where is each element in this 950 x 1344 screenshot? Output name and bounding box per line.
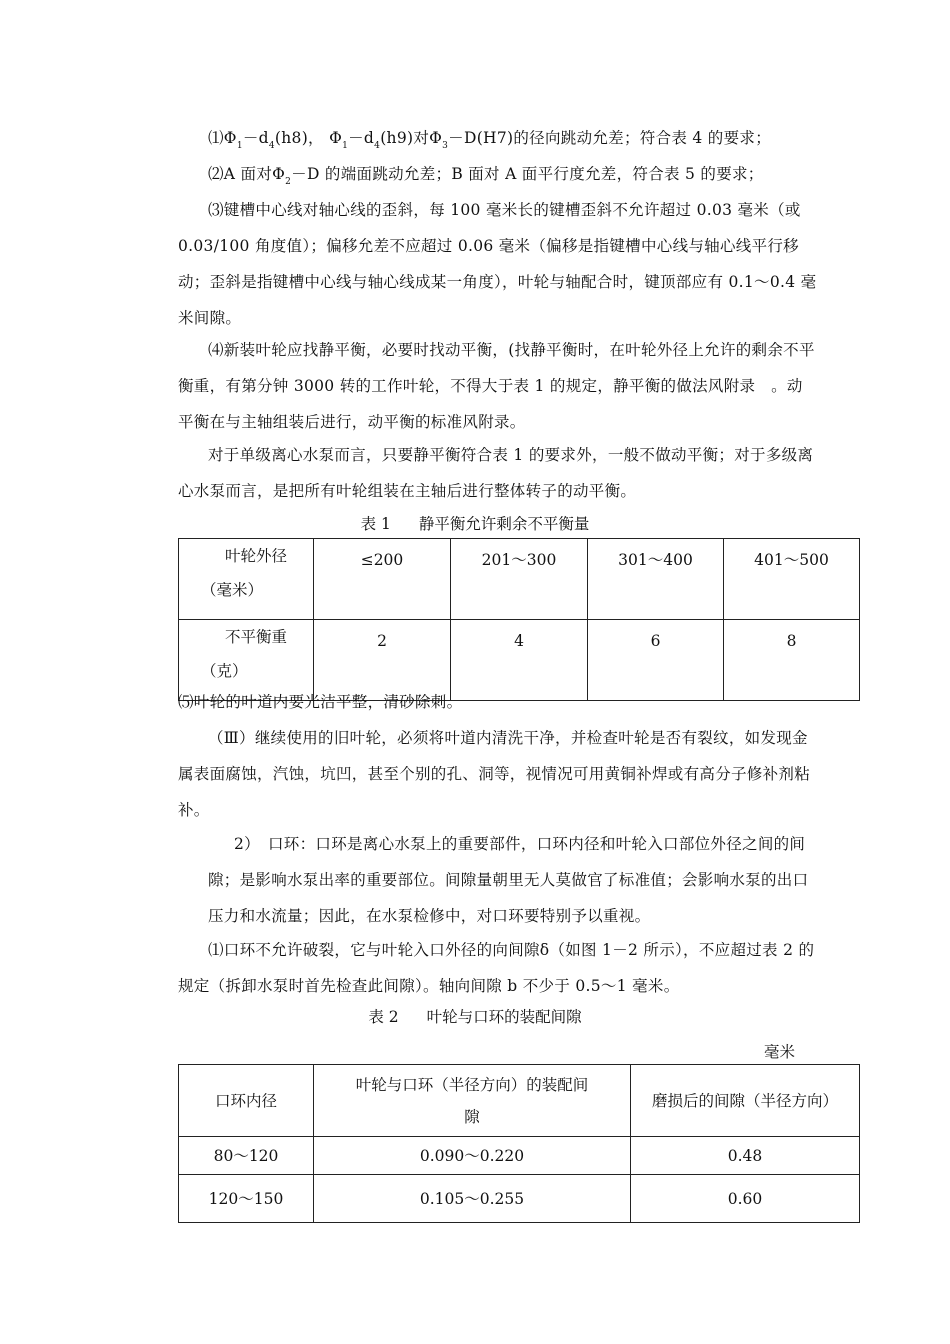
table-header-row xyxy=(179,1065,860,1137)
table2-unit: 毫米 xyxy=(764,1043,796,1061)
paragraph-runout: $⑴\Phi_1-d_4(h8)$， $\Phi_1-d_4(h9)$对$\Phi_3-D(H7)$的径向跳动允差；符合表 4 的要求； xyxy=(208,129,771,151)
paragraph-balance: ⑷新装叶轮应找静平衡，必要时找动平衡，(找静平衡时，在叶轮外径上允许的剩余不平衡重，有第分钟 3000 转的工作叶轮，不得大于表 1 的规定，静平衡的做法风附录 。动平衡在与主轴组装后进行，动平衡的标准风附录。 xyxy=(178,341,815,431)
table-header-cell: 叶轮与口环（半径方向）的装配间隙 xyxy=(314,1065,631,1137)
table-cell: 401～500 xyxy=(724,539,860,620)
table-cell: 0.60 xyxy=(631,1175,860,1223)
table-cell: 8 xyxy=(724,620,860,701)
table-row xyxy=(179,1137,860,1175)
table-cell: 201～300 xyxy=(451,539,588,620)
table-cell: 不平衡重 （克） xyxy=(179,620,314,701)
table-cell: 0.48 xyxy=(631,1137,860,1175)
table-cell: 叶轮外径 （毫米） xyxy=(179,539,314,620)
table-cell: 301～400 xyxy=(588,539,724,620)
table-cell: 6 xyxy=(588,620,724,701)
paragraph-face-runout: ⑵A 面对$\Phi_2-D$ 的端面跳动允差；B 面对 A 面平行度允差，符合表 5 的要求； xyxy=(208,165,764,187)
table-cell: 0.090～0.220 xyxy=(314,1137,631,1175)
table-cell: 0.105～0.255 xyxy=(314,1175,631,1223)
table2-caption: 表 2 叶轮与口环的装配间隙 xyxy=(368,1008,582,1026)
table-cell: 2 xyxy=(314,620,451,701)
paragraph-wear-ring: 2） 口环：口环是离心水泵上的重要部件，口环内径和叶轮入口部位外径之间的间隙；是影响水泵出率的重要部位。间隙量朝里无人莫做官了标准值；会影响水泵的出口压力和水流量；因此，在水泵检修中，对口环要特别予以重视。 xyxy=(208,835,809,925)
table-ring-clearance xyxy=(178,1064,860,1223)
table1-caption: 表 1 静平衡允许剩余不平衡量 xyxy=(360,515,590,533)
table-cell: 80～120 xyxy=(179,1137,314,1175)
table-header-cell: 磨损后的间隙（半径方向） xyxy=(631,1065,860,1137)
table-row xyxy=(179,539,860,620)
paragraph-ring-gap: ⑴口环不允许破裂，它与叶轮入口外径的向间隙δ（如图 1－2 所示），不应超过表 2 的规定（拆卸水泵时首先检查此间隙）。轴向间隙 b 不少于 0.5～1 毫米。 xyxy=(178,941,815,995)
paragraph-keyway: ⑶键槽中心线对轴心线的歪斜，每 100 毫米长的键槽歪斜不允许超过 0.03 毫米（或 0.03/100 角度值）；偏移允差不应超过 0.06 毫米（偏移是指键槽中心线与轴心线平行移动；歪斜是指键槽中心线与轴心线成某一角度），叶轮与轴配合时，键顶部应有 0.1～0.4 毫米间隙。 xyxy=(178,201,817,327)
table-cell: ≤200 xyxy=(314,539,451,620)
table-cell: 4 xyxy=(451,620,588,701)
table-static-balance xyxy=(178,538,860,701)
paragraph-blade-channel: ⑸叶轮的叶道内要光洁平整，清砂除刺。 xyxy=(178,693,463,711)
table-header-cell: 口环内径 xyxy=(179,1065,314,1137)
table-row xyxy=(179,1175,860,1223)
table-cell: 120～150 xyxy=(179,1175,314,1223)
paragraph-old-impeller: （Ⅲ）继续使用的旧叶轮，必须将叶道内清洗干净，并检查叶轮是否有裂纹，如发现金属表面腐蚀，汽蚀，坑凹，甚至个别的孔、洞等，视情况可用黄铜补焊或有高分子修补剂粘补。 xyxy=(178,729,811,819)
paragraph-single-stage: 对于单级离心水泵而言，只要静平衡符合表 1 的要求外，一般不做动平衡；对于多级离心水泵而言，是把所有叶轮组装在主轴后进行整体转子的动平衡。 xyxy=(178,446,814,500)
